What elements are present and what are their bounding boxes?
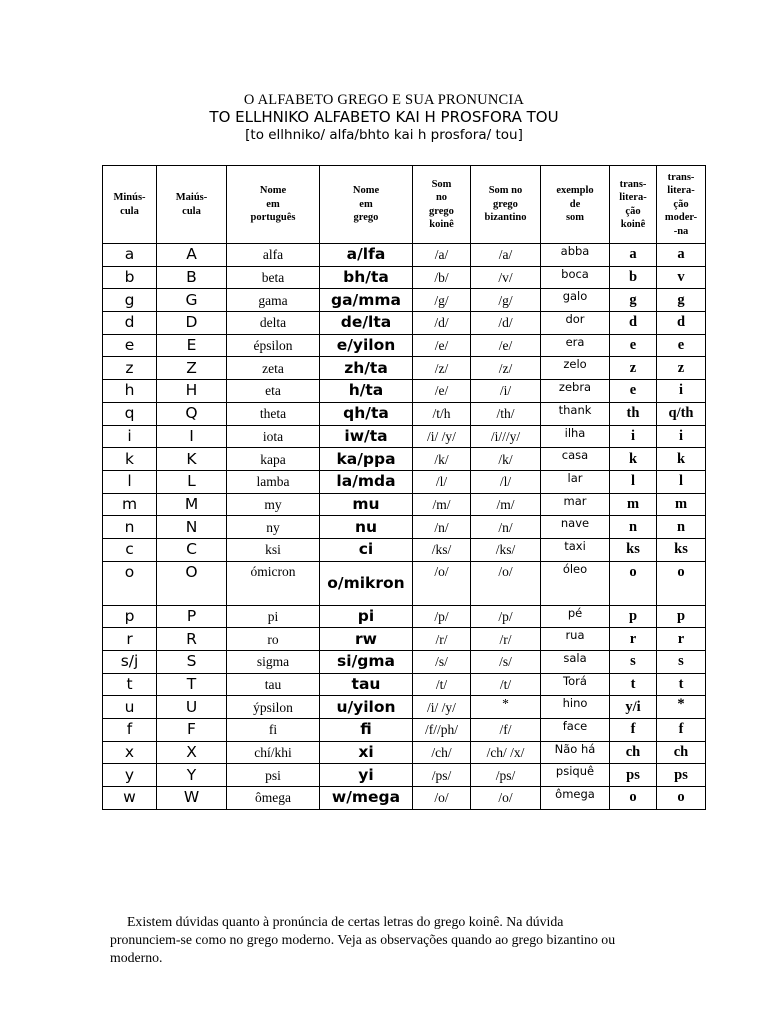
cell-som-koine: /ks/ <box>413 538 471 561</box>
header-translit-moderna <box>657 166 706 244</box>
cell-nome-portugues: delta <box>227 312 320 335</box>
cell-minuscula: h <box>103 380 157 403</box>
header-som-bizantino <box>471 166 541 244</box>
cell-translit-moderna: ps <box>657 764 706 787</box>
cell-nome-portugues: lamba <box>227 470 320 493</box>
cell-exemplo: sala <box>541 651 610 674</box>
cell-som-koine: /e/ <box>413 380 471 403</box>
cell-exemplo: galo <box>541 289 610 312</box>
header-exemplo-som <box>541 166 610 244</box>
cell-minuscula: u <box>103 696 157 719</box>
cell-translit-moderna: z <box>657 357 706 380</box>
cell-som-koine: /a/ <box>413 244 471 267</box>
cell-som-koine: /t/ <box>413 673 471 696</box>
document-subtitle-transliteration: [to ellhniko/ alfa/bhto kai h prosfora/ tou] <box>245 127 523 143</box>
cell-nome-grego: rw <box>320 628 413 651</box>
cell-nome-portugues: chí/khi <box>227 741 320 764</box>
table-row <box>103 764 706 787</box>
cell-som-koine: /k/ <box>413 448 471 471</box>
header-nome-grego <box>320 166 413 244</box>
cell-translit-koine: k <box>610 448 657 471</box>
cell-exemplo: pé <box>541 605 610 628</box>
cell-som-koine: /m/ <box>413 493 471 516</box>
cell-translit-moderna: r <box>657 628 706 651</box>
cell-maiuscula: Q <box>157 402 227 425</box>
cell-maiuscula: M <box>157 493 227 516</box>
cell-som-bizantino: /g/ <box>471 289 541 312</box>
cell-som-koine: /o/ <box>413 787 471 810</box>
cell-nome-portugues: ro <box>227 628 320 651</box>
cell-nome-grego: de/lta <box>320 312 413 335</box>
cell-exemplo: Não há <box>541 741 610 764</box>
cell-translit-moderna: o <box>657 787 706 810</box>
cell-nome-portugues: beta <box>227 266 320 289</box>
header-line: trans- <box>619 178 647 190</box>
cell-maiuscula: W <box>157 787 227 810</box>
cell-exemplo: lar <box>541 470 610 493</box>
cell-maiuscula: G <box>157 289 227 312</box>
cell-translit-koine: ks <box>610 538 657 561</box>
cell-som-bizantino: /r/ <box>471 628 541 651</box>
cell-translit-moderna: * <box>657 696 706 719</box>
cell-minuscula: x <box>103 741 157 764</box>
table-row <box>103 334 706 357</box>
cell-minuscula: k <box>103 448 157 471</box>
cell-minuscula: t <box>103 673 157 696</box>
cell-minuscula: d <box>103 312 157 335</box>
cell-som-bizantino: /a/ <box>471 244 541 267</box>
cell-translit-koine: n <box>610 516 657 539</box>
cell-som-koine: /l/ <box>413 470 471 493</box>
header-line: português <box>250 212 296 224</box>
header-line: grego <box>493 198 518 210</box>
cell-translit-koine: z <box>610 357 657 380</box>
cell-nome-grego: yi <box>320 764 413 787</box>
cell-nome-grego: pi <box>320 605 413 628</box>
header-translit-koine <box>610 166 657 244</box>
document-subtitle-greek: TO ELLHNIKO ALFABETO KAI H PROSFORA TOU <box>209 108 559 126</box>
header-line: trans- <box>667 171 695 183</box>
table-row <box>103 538 706 561</box>
table-row <box>103 787 706 810</box>
cell-maiuscula: H <box>157 380 227 403</box>
cell-som-bizantino: /t/ <box>471 673 541 696</box>
header-line: no <box>435 192 448 203</box>
cell-som-koine: /e/ <box>413 334 471 357</box>
header-line: litera- <box>667 185 695 197</box>
cell-nome-grego: mu <box>320 493 413 516</box>
cell-translit-moderna: q/th <box>657 402 706 425</box>
cell-nome-portugues: ny <box>227 516 320 539</box>
cell-som-bizantino: /i///y/ <box>471 425 541 448</box>
cell-nome-portugues: my <box>227 493 320 516</box>
cell-som-bizantino: /n/ <box>471 516 541 539</box>
cell-nome-grego: zh/ta <box>320 357 413 380</box>
cell-nome-grego: si/gma <box>320 651 413 674</box>
cell-translit-koine: y/i <box>610 696 657 719</box>
cell-nome-portugues: gama <box>227 289 320 312</box>
cell-minuscula: e <box>103 334 157 357</box>
header-line: som <box>565 212 585 224</box>
cell-exemplo: óleo <box>541 561 610 605</box>
table-row <box>103 741 706 764</box>
header-maiuscula <box>157 166 227 244</box>
cell-minuscula: c <box>103 538 157 561</box>
cell-som-koine: /p/ <box>413 605 471 628</box>
cell-exemplo: zelo <box>541 357 610 380</box>
cell-som-koine: /r/ <box>413 628 471 651</box>
cell-translit-koine: m <box>610 493 657 516</box>
cell-nome-grego: xi <box>320 741 413 764</box>
cell-translit-moderna: n <box>657 516 706 539</box>
cell-som-koine: /o/ <box>413 561 471 605</box>
cell-som-koine: /z/ <box>413 357 471 380</box>
table-row <box>103 605 706 628</box>
cell-nome-grego: u/yilon <box>320 696 413 719</box>
cell-som-bizantino: * <box>471 696 541 719</box>
cell-som-bizantino: /s/ <box>471 651 541 674</box>
footnote-paragraph: Existem dúvidas quanto à pronúncia de certas letras do grego koinê. Na dúvida pronunciem-se como no grego moderno. Veja as observações quando ao grego bizantino ou moderno. <box>110 914 616 965</box>
cell-som-koine: /s/ <box>413 651 471 674</box>
cell-nome-portugues: ýpsilon <box>227 696 320 719</box>
cell-nome-grego: ci <box>320 538 413 561</box>
cell-exemplo: rua <box>541 628 610 651</box>
table-row <box>103 380 706 403</box>
cell-minuscula: b <box>103 266 157 289</box>
cell-exemplo: thank <box>541 402 610 425</box>
cell-translit-koine: b <box>610 266 657 289</box>
cell-som-bizantino: /l/ <box>471 470 541 493</box>
cell-nome-grego: qh/ta <box>320 402 413 425</box>
cell-som-koine: /i/ /y/ <box>413 425 471 448</box>
cell-maiuscula: K <box>157 448 227 471</box>
cell-nome-grego: tau <box>320 673 413 696</box>
cell-translit-koine: th <box>610 402 657 425</box>
cell-som-koine: /d/ <box>413 312 471 335</box>
cell-translit-moderna: i <box>657 425 706 448</box>
header-line: Som <box>431 178 452 190</box>
cell-translit-koine: l <box>610 470 657 493</box>
table-row <box>103 266 706 289</box>
cell-nome-grego: ka/ppa <box>320 448 413 471</box>
cell-exemplo: era <box>541 334 610 357</box>
cell-maiuscula: N <box>157 516 227 539</box>
cell-minuscula: q <box>103 402 157 425</box>
cell-translit-koine: e <box>610 334 657 357</box>
cell-maiuscula: E <box>157 334 227 357</box>
header-line: em <box>266 198 280 210</box>
cell-nome-portugues: tau <box>227 673 320 696</box>
cell-minuscula: a <box>103 244 157 267</box>
cell-som-koine: /ch/ <box>413 741 471 764</box>
cell-maiuscula: C <box>157 538 227 561</box>
cell-translit-koine: r <box>610 628 657 651</box>
cell-exemplo: hino <box>541 696 610 719</box>
table-row <box>103 357 706 380</box>
cell-maiuscula: O <box>157 561 227 605</box>
cell-minuscula: l <box>103 470 157 493</box>
cell-som-bizantino: /th/ <box>471 402 541 425</box>
cell-nome-grego: nu <box>320 516 413 539</box>
cell-som-bizantino: /p/ <box>471 605 541 628</box>
cell-nome-portugues: fi <box>227 719 320 742</box>
cell-som-bizantino: /ks/ <box>471 538 541 561</box>
cell-nome-portugues: psi <box>227 764 320 787</box>
cell-exemplo: boca <box>541 266 610 289</box>
cell-minuscula: w <box>103 787 157 810</box>
cell-translit-koine: t <box>610 673 657 696</box>
cell-som-bizantino: /d/ <box>471 312 541 335</box>
cell-minuscula: n <box>103 516 157 539</box>
cell-translit-moderna: s <box>657 651 706 674</box>
cell-minuscula: s/j <box>103 651 157 674</box>
cell-translit-moderna: i <box>657 380 706 403</box>
cell-som-bizantino: /f/ <box>471 719 541 742</box>
cell-nome-grego: h/ta <box>320 380 413 403</box>
cell-exemplo: ômega <box>541 787 610 810</box>
table-row <box>103 289 706 312</box>
header-minuscula <box>103 166 157 244</box>
header-line: de <box>569 198 581 210</box>
cell-translit-moderna: g <box>657 289 706 312</box>
header-line: ção <box>625 205 641 217</box>
cell-exemplo: abba <box>541 244 610 267</box>
cell-maiuscula: S <box>157 651 227 674</box>
cell-maiuscula: L <box>157 470 227 493</box>
cell-translit-koine: o <box>610 561 657 605</box>
cell-exemplo: psiquê <box>541 764 610 787</box>
cell-exemplo: zebra <box>541 380 610 403</box>
cell-maiuscula: T <box>157 673 227 696</box>
table-row <box>103 651 706 674</box>
cell-minuscula: p <box>103 605 157 628</box>
cell-minuscula: m <box>103 493 157 516</box>
header-line: koinê <box>429 219 454 230</box>
cell-maiuscula: I <box>157 425 227 448</box>
cell-som-koine: /b/ <box>413 266 471 289</box>
header-line: litera- <box>619 192 647 203</box>
cell-nome-grego: w/mega <box>320 787 413 810</box>
cell-maiuscula: B <box>157 266 227 289</box>
cell-translit-koine: s <box>610 651 657 674</box>
cell-nome-grego: iw/ta <box>320 425 413 448</box>
cell-nome-portugues: zeta <box>227 357 320 380</box>
cell-translit-moderna: d <box>657 312 706 335</box>
cell-nome-portugues: ómicron <box>227 561 320 605</box>
cell-som-bizantino: /k/ <box>471 448 541 471</box>
table-row <box>103 425 706 448</box>
cell-maiuscula: R <box>157 628 227 651</box>
cell-translit-koine: d <box>610 312 657 335</box>
table-row <box>103 312 706 335</box>
cell-maiuscula: A <box>157 244 227 267</box>
cell-maiuscula: F <box>157 719 227 742</box>
cell-exemplo: dor <box>541 312 610 335</box>
cell-translit-koine: o <box>610 787 657 810</box>
cell-nome-grego: e/yilon <box>320 334 413 357</box>
table-row <box>103 561 706 605</box>
cell-maiuscula: U <box>157 696 227 719</box>
cell-som-koine: /n/ <box>413 516 471 539</box>
cell-nome-grego: fi <box>320 719 413 742</box>
cell-maiuscula: P <box>157 605 227 628</box>
cell-nome-grego: a/lfa <box>320 244 413 267</box>
table-row <box>103 516 706 539</box>
header-som-koine <box>413 166 471 244</box>
cell-maiuscula: Z <box>157 357 227 380</box>
table-row <box>103 244 706 267</box>
cell-maiuscula: X <box>157 741 227 764</box>
cell-minuscula: z <box>103 357 157 380</box>
cell-translit-moderna: a <box>657 244 706 267</box>
header-line: exemplo <box>556 185 594 197</box>
cell-nome-portugues: sigma <box>227 651 320 674</box>
header-line: moder- <box>664 212 698 224</box>
cell-translit-moderna: l <box>657 470 706 493</box>
cell-translit-moderna: t <box>657 673 706 696</box>
cell-som-bizantino: /o/ <box>471 561 541 605</box>
cell-som-bizantino: /e/ <box>471 334 541 357</box>
cell-exemplo: Torá <box>541 673 610 696</box>
cell-translit-moderna: k <box>657 448 706 471</box>
cell-maiuscula: D <box>157 312 227 335</box>
cell-nome-grego: ga/mma <box>320 289 413 312</box>
cell-nome-portugues: kapa <box>227 448 320 471</box>
cell-minuscula: f <box>103 719 157 742</box>
header-line: koinê <box>620 219 646 230</box>
cell-translit-koine: p <box>610 605 657 628</box>
cell-translit-moderna: o <box>657 561 706 605</box>
cell-exemplo: nave <box>541 516 610 539</box>
table-row <box>103 696 706 719</box>
cell-minuscula: o <box>103 561 157 605</box>
cell-translit-moderna: ks <box>657 538 706 561</box>
header-line: Maiús- <box>175 192 208 203</box>
table-row <box>103 448 706 471</box>
cell-nome-grego: bh/ta <box>320 266 413 289</box>
cell-minuscula: r <box>103 628 157 651</box>
cell-translit-koine: ch <box>610 741 657 764</box>
cell-som-koine: /ps/ <box>413 764 471 787</box>
table-row <box>103 628 706 651</box>
header-line: grego <box>353 212 379 224</box>
cell-som-koine: /i/ /y/ <box>413 696 471 719</box>
cell-som-bizantino: /ps/ <box>471 764 541 787</box>
table-row <box>103 493 706 516</box>
table-row <box>103 673 706 696</box>
cell-nome-portugues: épsilon <box>227 334 320 357</box>
table-body <box>103 244 706 810</box>
cell-translit-moderna: e <box>657 334 706 357</box>
cell-translit-moderna: p <box>657 605 706 628</box>
cell-exemplo: ilha <box>541 425 610 448</box>
cell-som-bizantino: /ch/ /x/ <box>471 741 541 764</box>
header-line: -na <box>673 225 689 237</box>
document-title: O ALFABETO GREGO E SUA PRONUNCIA <box>243 92 525 108</box>
cell-exemplo: casa <box>541 448 610 471</box>
cell-nome-portugues: ômega <box>227 787 320 810</box>
cell-nome-portugues: iota <box>227 425 320 448</box>
cell-som-bizantino: /o/ <box>471 787 541 810</box>
cell-nome-portugues: ksi <box>227 538 320 561</box>
cell-translit-koine: i <box>610 425 657 448</box>
cell-minuscula: i <box>103 425 157 448</box>
cell-nome-grego: o/mikron <box>320 561 413 605</box>
cell-translit-koine: f <box>610 719 657 742</box>
cell-minuscula: y <box>103 764 157 787</box>
cell-minuscula: g <box>103 289 157 312</box>
header-line: bizantino <box>484 212 527 224</box>
cell-translit-moderna: m <box>657 493 706 516</box>
table-row <box>103 470 706 493</box>
cell-nome-portugues: eta <box>227 380 320 403</box>
cell-translit-moderna: v <box>657 266 706 289</box>
cell-translit-koine: g <box>610 289 657 312</box>
table-row <box>103 719 706 742</box>
header-line: Nome <box>352 185 380 197</box>
table-header-row <box>103 166 706 244</box>
cell-som-bizantino: /z/ <box>471 357 541 380</box>
greek-alphabet-table <box>102 165 706 810</box>
cell-nome-portugues: alfa <box>227 244 320 267</box>
cell-exemplo: taxi <box>541 538 610 561</box>
header-line: cula <box>120 205 139 217</box>
cell-translit-koine: a <box>610 244 657 267</box>
header-line: ção <box>673 198 689 210</box>
header-line: Nome <box>259 185 287 197</box>
cell-exemplo: face <box>541 719 610 742</box>
cell-maiuscula: Y <box>157 764 227 787</box>
cell-som-bizantino: /v/ <box>471 266 541 289</box>
cell-nome-grego: la/mda <box>320 470 413 493</box>
cell-translit-moderna: ch <box>657 741 706 764</box>
header-line: Minús- <box>113 192 146 203</box>
header-line: em <box>359 198 373 210</box>
cell-exemplo: mar <box>541 493 610 516</box>
table-row <box>103 402 706 425</box>
header-line: Som no <box>488 185 523 197</box>
cell-som-bizantino: /m/ <box>471 493 541 516</box>
cell-som-koine: /g/ <box>413 289 471 312</box>
cell-translit-moderna: f <box>657 719 706 742</box>
cell-som-koine: /f//ph/ <box>413 719 471 742</box>
cell-som-koine: /t/h <box>413 402 471 425</box>
cell-nome-portugues: pi <box>227 605 320 628</box>
cell-translit-koine: ps <box>610 764 657 787</box>
cell-nome-portugues: theta <box>227 402 320 425</box>
header-line: grego <box>429 205 454 217</box>
header-nome-portugues <box>227 166 320 244</box>
cell-som-bizantino: /i/ <box>471 380 541 403</box>
cell-translit-koine: e <box>610 380 657 403</box>
header-line: cula <box>182 205 201 217</box>
